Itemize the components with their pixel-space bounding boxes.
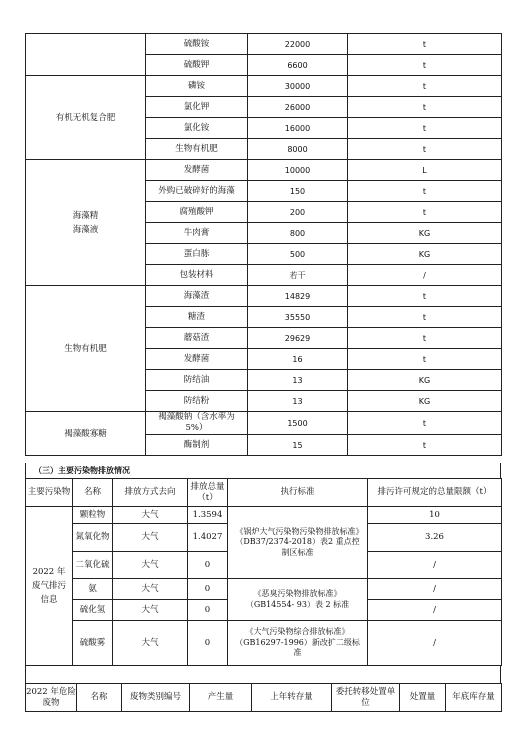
pollutant-direction: 大气 — [113, 579, 188, 600]
emission-group-label: 2022 年 废气排污 信息 — [26, 507, 73, 666]
product-group — [26, 34, 146, 76]
material-name: 氯化铵 — [146, 118, 248, 139]
material-quantity: 13 — [248, 391, 348, 412]
material-name: 腐殖酸钾 — [146, 202, 248, 223]
material-row — [26, 286, 502, 307]
material-quantity: 30000 — [248, 76, 348, 97]
material-name: 磷铵 — [146, 76, 248, 97]
section-title: （三）主要污染物排放情况 — [25, 463, 501, 478]
material-quantity: 200 — [248, 202, 348, 223]
hazard-header-name: 名称 — [77, 684, 122, 712]
material-name: 蘑菇渣 — [146, 328, 248, 349]
pollutant-limit: 10 — [368, 507, 502, 524]
material-quantity: 6600 — [248, 55, 348, 76]
material-unit: KG — [348, 223, 502, 244]
material-name: 防结粉 — [146, 391, 248, 412]
material-quantity: 22000 — [248, 34, 348, 55]
material-name: 发酵菌 — [146, 349, 248, 370]
material-unit: t — [348, 55, 502, 76]
pollutant-name: 硫酸雾 — [73, 621, 113, 666]
product-group: 有机无机复合肥 — [26, 76, 146, 160]
header-total: 排放总量（t） — [188, 479, 228, 507]
material-name: 蛋白胨 — [146, 244, 248, 265]
pollutant-direction: 大气 — [113, 621, 188, 666]
product-group: 生物有机肥 — [26, 286, 146, 412]
material-row — [26, 34, 502, 55]
material-quantity: 10000 — [248, 160, 348, 181]
standard-odor: 《恶臭污染物排放标准》（GB14554- 93）表 2 标准 — [228, 579, 368, 621]
hazard-header-carryover: 上年转存量 — [252, 684, 332, 712]
material-unit: t — [348, 412, 502, 435]
hazard-header-stock: 年底库存量 — [446, 684, 502, 712]
material-name: 发酵菌 — [146, 160, 248, 181]
standard-boiler: 《锅炉大气污染物污染物排放标准》（DB37/2374-2018）表2 重点控制区标准 — [228, 507, 368, 579]
material-name: 生物有机肥 — [146, 139, 248, 160]
material-name: 褐藻酸钠（含水率为5%） — [146, 412, 248, 435]
material-unit: t — [348, 435, 502, 456]
hazard-header-year: 2022 年危险废物 — [26, 684, 77, 712]
material-unit: / — [348, 265, 502, 286]
pollutant-direction: 大气 — [113, 524, 188, 552]
material-name: 外购已破碎好的海藻 — [146, 181, 248, 202]
material-unit: t — [348, 328, 502, 349]
hazardous-waste-table — [25, 683, 502, 712]
material-unit: t — [348, 307, 502, 328]
pollutant-limit: / — [368, 552, 502, 579]
material-row — [26, 160, 502, 181]
material-unit: t — [348, 349, 502, 370]
material-quantity: 若干 — [248, 265, 348, 286]
material-name: 糖渣 — [146, 307, 248, 328]
material-name: 酶制剂 — [146, 435, 248, 456]
material-quantity: 35550 — [248, 307, 348, 328]
product-group: 褐藻酸寡糖 — [26, 412, 146, 456]
pollutant-total: 1.3594 — [188, 507, 228, 524]
material-quantity: 26000 — [248, 97, 348, 118]
pollutant-total: 0 — [188, 579, 228, 600]
hazard-header-disposal-unit: 委托转移处置单位 — [332, 684, 400, 712]
pollutant-direction: 大气 — [113, 600, 188, 621]
material-quantity: 13 — [248, 370, 348, 391]
material-name: 硫酸铵 — [146, 34, 248, 55]
material-quantity: 15 — [248, 435, 348, 456]
material-quantity: 8000 — [248, 139, 348, 160]
material-row — [26, 76, 502, 97]
material-unit: L — [348, 160, 502, 181]
pollutant-direction: 大气 — [113, 507, 188, 524]
pollutant-name: 颗粒物 — [73, 507, 113, 524]
pollutant-direction: 大气 — [113, 552, 188, 579]
pollutant-name: 氨 — [73, 579, 113, 600]
header-standard: 执行标准 — [228, 479, 368, 507]
header-pollutant: 主要污染物 — [26, 479, 73, 507]
emission-table — [25, 478, 502, 666]
pollutant-total: 0 — [188, 600, 228, 621]
material-unit: t — [348, 202, 502, 223]
pollutant-limit: 3.26 — [368, 524, 502, 552]
material-name: 海藻渣 — [146, 286, 248, 307]
pollutant-limit: / — [368, 579, 502, 600]
material-unit: t — [348, 76, 502, 97]
hazard-header-generated: 产生量 — [190, 684, 252, 712]
table-spacer — [25, 665, 501, 683]
standard-comprehensive: 《大气污染物综合排放标准》（GB16297-1996）新改扩二级标准 — [228, 621, 368, 666]
material-quantity: 150 — [248, 181, 348, 202]
header-direction: 排放方式去向 — [113, 479, 188, 507]
material-name: 牛肉膏 — [146, 223, 248, 244]
material-quantity: 16000 — [248, 118, 348, 139]
material-unit: KG — [348, 391, 502, 412]
material-unit: t — [348, 118, 502, 139]
material-name: 氯化钾 — [146, 97, 248, 118]
material-name: 防结油 — [146, 370, 248, 391]
pollutant-limit: / — [368, 621, 502, 666]
pollutant-name: 氮氧化物 — [73, 524, 113, 552]
material-unit: KG — [348, 244, 502, 265]
raw-materials-table — [25, 33, 502, 456]
material-unit: t — [348, 181, 502, 202]
material-quantity: 16 — [248, 349, 348, 370]
material-quantity: 1500 — [248, 412, 348, 435]
material-unit: KG — [348, 370, 502, 391]
pollutant-limit: / — [368, 600, 502, 621]
material-row — [26, 412, 502, 435]
material-name: 包装材料 — [146, 265, 248, 286]
material-quantity: 500 — [248, 244, 348, 265]
material-unit: t — [348, 97, 502, 118]
material-unit: t — [348, 34, 502, 55]
material-unit: t — [348, 139, 502, 160]
header-name: 名称 — [73, 479, 113, 507]
material-unit: t — [348, 286, 502, 307]
pollutant-total: 1.4027 — [188, 524, 228, 552]
product-group: 海藻精 海藻液 — [26, 160, 146, 286]
material-quantity: 14829 — [248, 286, 348, 307]
pollutant-name: 硫化氢 — [73, 600, 113, 621]
pollutant-total: 0 — [188, 621, 228, 666]
material-name: 硫酸钾 — [146, 55, 248, 76]
pollutant-name: 二氧化硫 — [73, 552, 113, 579]
header-limit: 排污许可规定的总量限额（t） — [368, 479, 502, 507]
material-quantity: 29629 — [248, 328, 348, 349]
pollutant-total: 0 — [188, 552, 228, 579]
material-quantity: 800 — [248, 223, 348, 244]
hazard-header-category: 废物类别编号 — [122, 684, 190, 712]
hazard-header-disposed: 处置量 — [400, 684, 446, 712]
